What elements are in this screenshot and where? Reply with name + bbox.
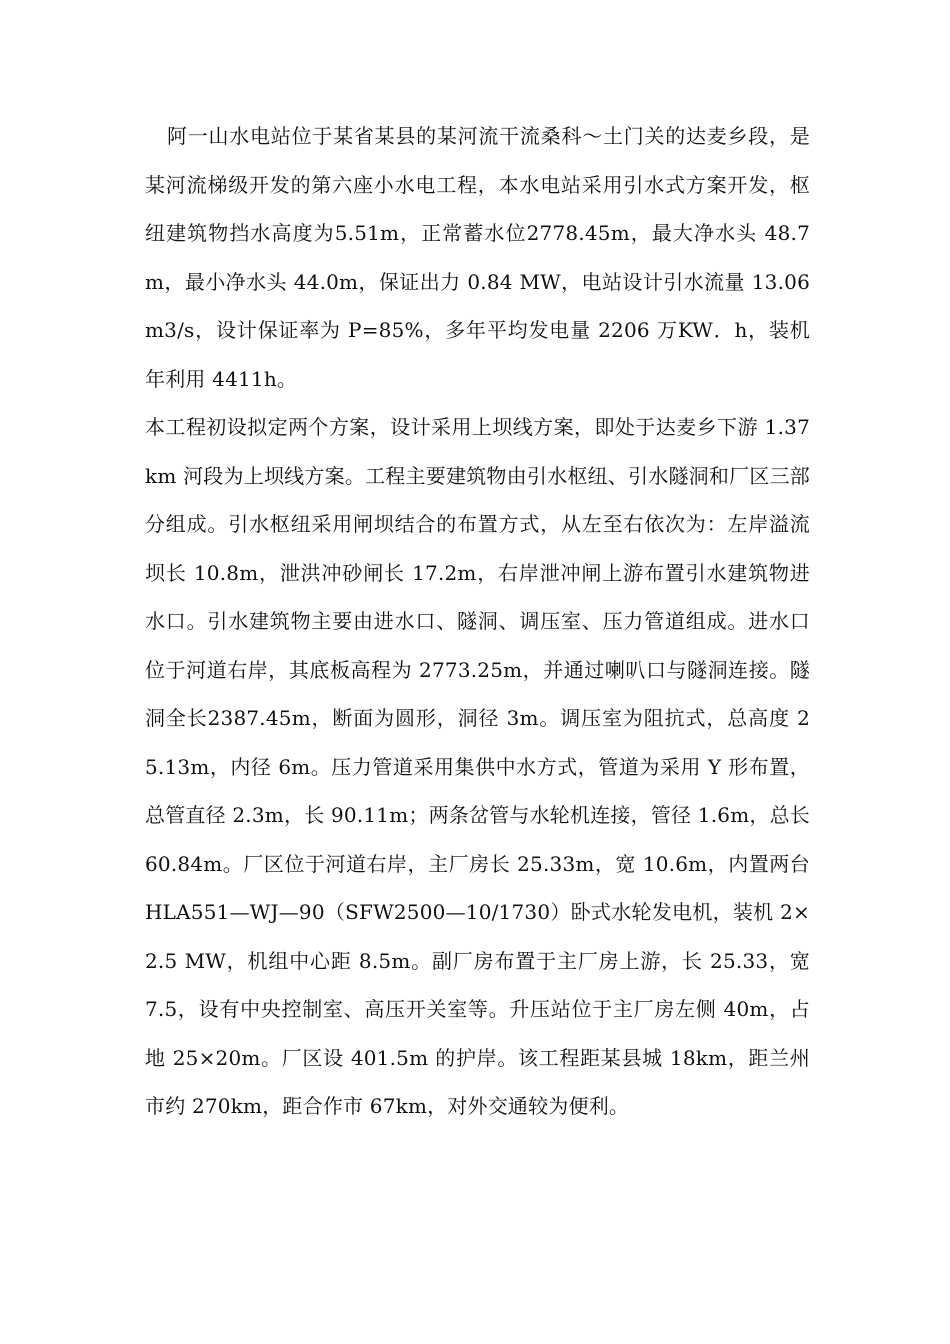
paragraph-engineering-layout: 本工程初设拟定两个方案，设计采用上坝线方案，即处于达麦乡下游 1.37km 河段为上坝线方案。工程主要建筑物由引水枢纽、引水隧洞和厂区三部分组成。引水枢纽采用闸坝结合的布置方式，从左至右依次为：左岸溢流坝长 10.8m，泄洪冲砂闸长 17.2m，右岸泄冲闸上游布置引水建筑物进水口。引水建筑物主要由进水口、隧洞、调压室、压力管道组成。进水口位于河道右岸，其底板高程为 2773.25m，并通过喇叭口与隧洞连接。隧洞全长2387.45m，断面为圆形，洞径 3m。调压室为阻抗式，总高度 25.13m，内径 6m。压力管道采用集供中水方式，管道为采用 Y 形布置，总管直径 2.3m，长 90.11m；两条岔管与水轮机连接，管径 1.6m，总长 60.84m。厂区位于河道右岸，主厂房长 25.33m，宽 10.6m，内置两台 HLA551—WJ—90（SFW2500—10/1730）卧式水轮发电机，装机 2×2.5 MW，机组中心距 8.5m。副厂房布置于主厂房上游，长 25.33，宽 7.5，设有中央控制室、高压开关室等。升压站位于主厂房左侧 40m，占地 25×20m。厂区设 401.5m 的护岸。该工程距某县城 18km，距兰州市约 270km，距合作市 67km，对外交通较为便利。 [145, 415, 810, 1118]
document-body [145, 112, 810, 1131]
paragraph-project-overview: 阿一山水电站位于某省某县的某河流干流桑科～土门关的达麦乡段，是某河流梯级开发的第六座小水电工程，本水电站采用引水式方案开发，枢纽建筑物挡水高度为5.51m，正常蓄水位2778.45m，最大净水头 48.7m，最小净水头 44.0m，保证出力 0.84 MW，电站设计引水流量 13.06m3/s，设计保证率为 P=85%，多年平均发电量 2206 万KW．h，装机年利用 4411h。 [145, 124, 810, 391]
